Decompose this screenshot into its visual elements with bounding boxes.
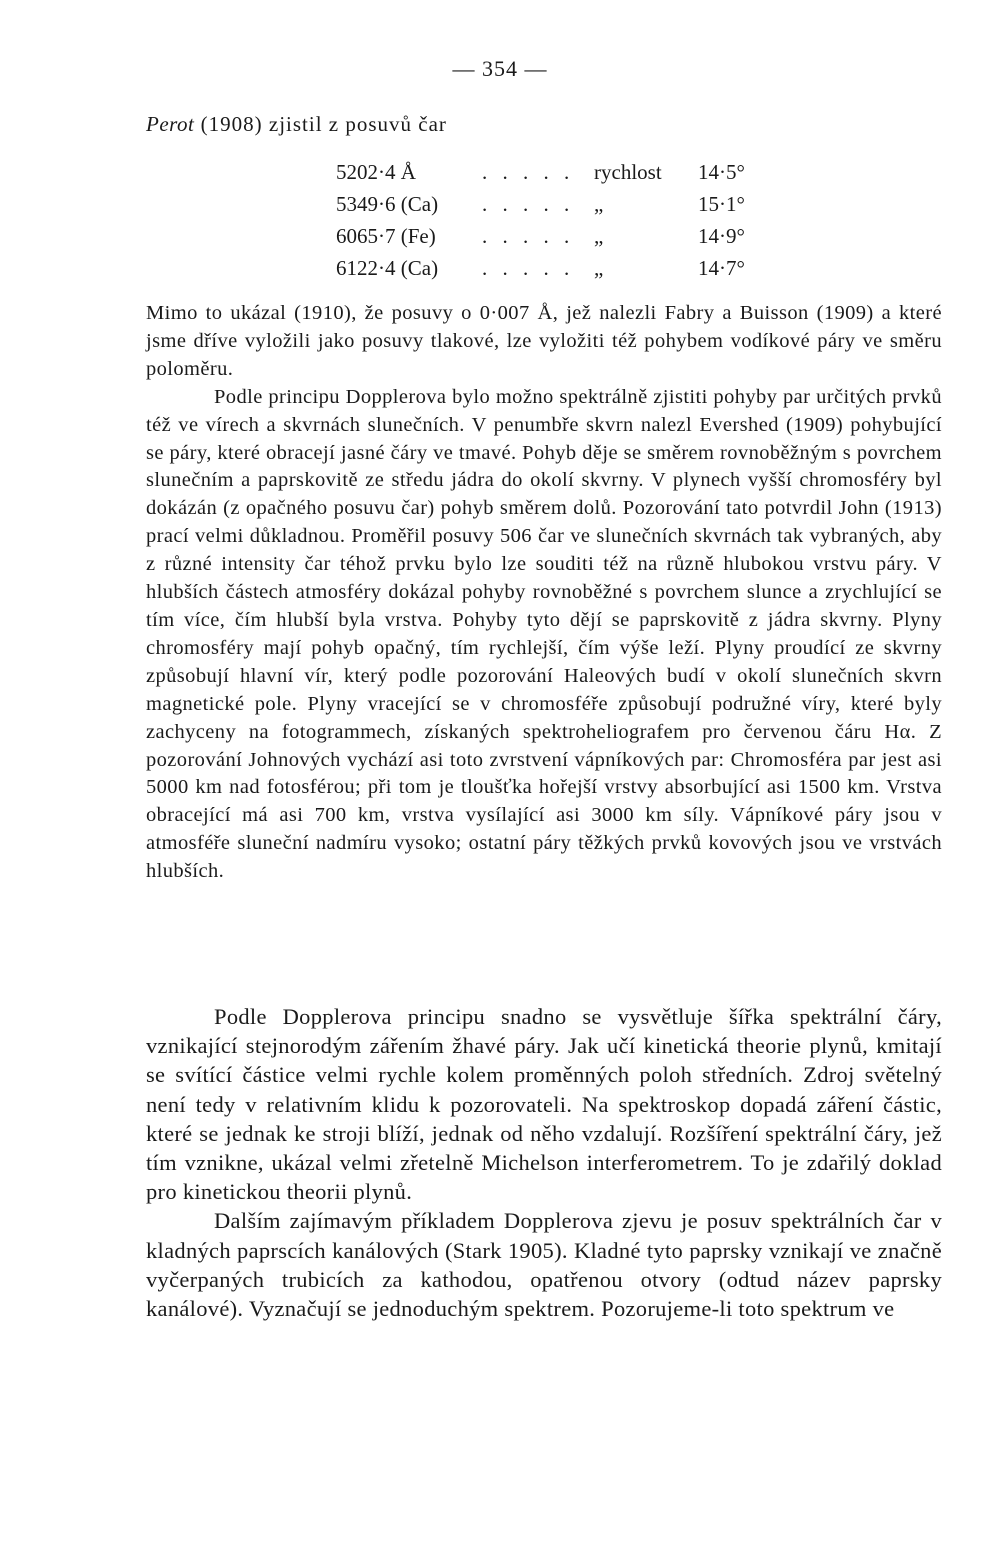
paragraph: Podle Dopplerova principu snadno se vysvětluje šířka spektrální čáry, vznikající stejnorodým zářením žhavé páry. Jak učí kinetická theorie plynů, kmitají se svítící částice velmi rychle kolem proměnných poloh středních. Zdroj světelný není tedy v relativním klidu k pozorovateli. Na spektroskop dopadá záření částic, které se jednak ke stroji blíží, jednak od něho vzdalují. Rozšíření spektrální čáry, jež tím vznikne, ukázal velmi zřetelně Michelson interferometrem. To je zdařilý doklad pro kinetickou theorii plynů.	[146, 1004, 942, 1205]
velocity-value: 14·7°	[698, 256, 745, 280]
velocity-value: 15·1°	[698, 192, 745, 216]
row-label: rychlost	[594, 160, 662, 184]
velocity-value: 14·9°	[698, 224, 745, 248]
leader-dots: . . . . .	[482, 160, 575, 184]
leader-dots: . . . . .	[482, 256, 575, 280]
intro-line	[146, 112, 447, 137]
row-label: „	[594, 224, 604, 248]
row-label: „	[594, 256, 604, 280]
large-print-section	[146, 1002, 942, 1323]
velocity-value: 14·5°	[698, 160, 745, 184]
wavelength: 5202·4 Å	[336, 160, 416, 184]
paragraph: Dalším zajímavým příkladem Dopplerova zjevu je posuv spektrálních čar v kladných paprscích kanálových (Stark 1905). Kladné tyto paprsky vznikají ve značně vyčerpaných trubicích za kathodou, opatřenou otvory (odtud název paprsky kanálové). Vyznačují se jednoduchým spektrem. Pozorujeme-li toto spektrum ve	[146, 1208, 942, 1322]
row-label: „	[594, 192, 604, 216]
leader-dots: . . . . .	[482, 192, 575, 216]
page-number: — 354 —	[452, 56, 548, 81]
wavelength: 5349·6 (Ca)	[336, 192, 439, 216]
paragraph: Mimo to ukázal (1910), že posuvy o 0·007 Å, jež nalezli Fabry a Buisson (1909) a které jsme dříve vyložili jako posuvy tlakové, lze vyložiti též pohybem vodíkové páry ve směru poloměru.	[146, 302, 942, 380]
leader-dots: . . . . .	[482, 224, 575, 248]
paragraph: Podle principu Dopplerova bylo možno spektrálně zjistiti pohyby par určitých prvků též ve vírech a skvrnách slunečních. V penumbře skvrn nalezl Evershed (1909) pohybující se páry, které obracejí jasné čáry ve tmavé. Pohyb děje se směrem rovnoběžným s povrchem slunečním a paprskovitě ze středu jádra do okolí skvrny. V plynech vyšší chromosféry byl dokázán (z opačného posuvu čar) pohyb směrem dolů. Pozorování tato potvrdil John (1913) prací velmi důkladnou. Proměřil posuvy 506 čar ve slunečních skvrnách tak vybraných, aby z různé intensity čar téhož prvku bylo lze souditi též na různě hlubokou vrstvu páry. V hlubších částech atmosféry dokázal pohyby rovnoběžné s povrchem slunce a zrychlující se tím více, čím hlubší byla vrstva. Pohyby tyto dějí se paprskovitě z jádra skvrny. Plyny chromosféry mají pohyb opačný, tím rychlejší, čím výše leží. Plyny proudící ze skvrny způsobují hlavní vír, který podle pozorování Haleových budí v okolí slunečních skvrn magnetické pole. Plyny vracející se v chromosféře způsobují podružné víry, které byly zachyceny na fotogrammech, získaných spektroheliografem pro červenou čáru Hα. Z pozorování Johnových vychází asi toto zvrstvení vápníkových par: Chromosféra par jest asi 5000 km nad fotosférou; při tom je tloušťka hořejší vrstvy absorbující asi 1500 km. Vrstva obracející má asi 700 km, vrstva vysílající asi 3000 km síly. Vápníkové páry jsou v atmosféře sluneční nadmíru vysoko; ostatní páry těžkých prvků kovových jsou ve vrstvách hlubších.	[146, 385, 942, 883]
wavelength: 6122·4 (Ca)	[336, 256, 439, 280]
small-print-section	[146, 300, 942, 886]
intro-author: Perot	[146, 112, 195, 136]
intro-text: (1908) zjistil z posuvů čar	[200, 112, 447, 136]
wavelength: 6065·7 (Fe)	[336, 224, 436, 248]
